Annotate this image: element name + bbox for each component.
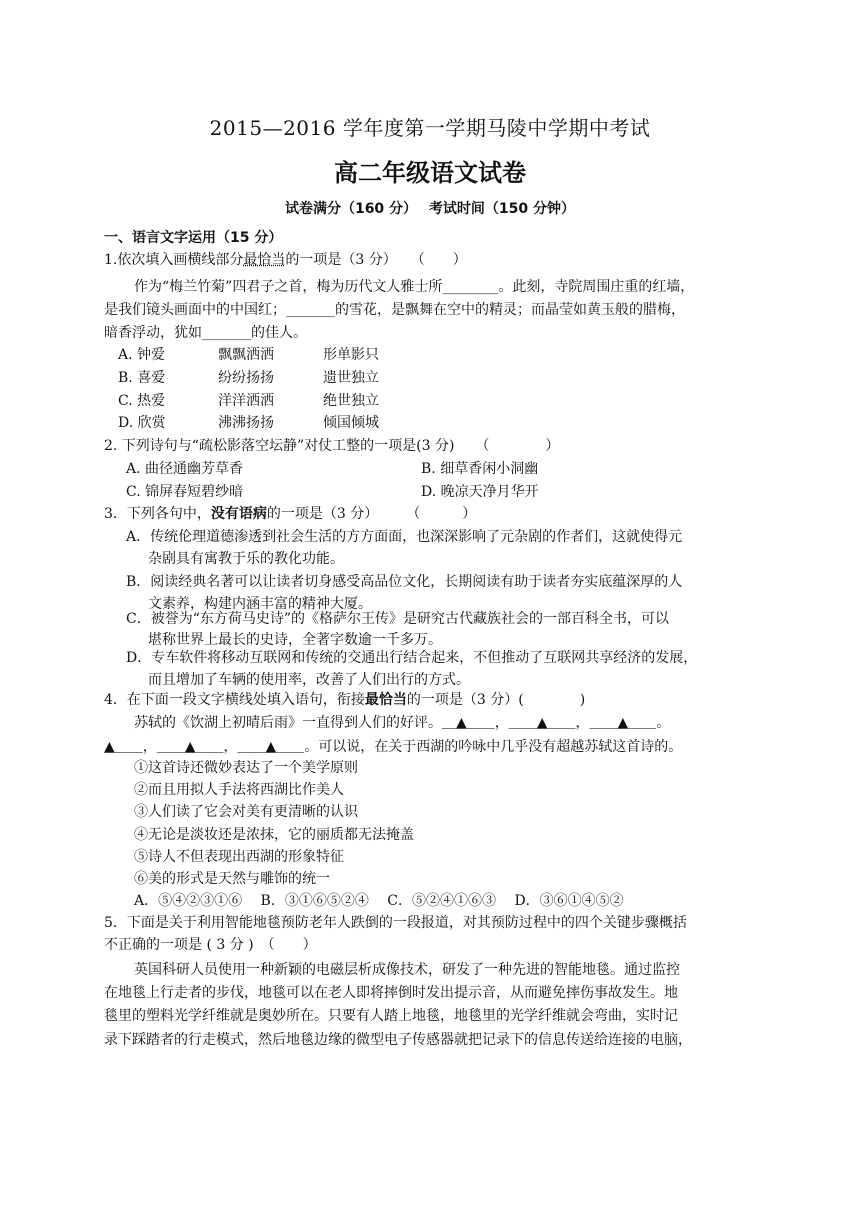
q3-option-c-line: C．被誉为“东方荷马史诗”的《格萨尔王传》是研究古代藏族社会的一部百科全书，可以 xyxy=(126,611,670,627)
q3-option-d-line: D．专车软件将移动互联网和传统的交通出行结合起来，不但推动了互联网共享经济的发展， xyxy=(126,650,698,666)
section-title: 一、语言文字运用（15 分） xyxy=(104,230,283,246)
q2-option-a: A. 曲径通幽芳草香 xyxy=(126,461,244,477)
q2-option-c: C. 锦屏春短碧纱暗 xyxy=(126,484,244,500)
q1-option-d: D. 欣赏 xyxy=(118,415,166,431)
q4-item: ④无论是淡妆还是浓抹，它的丽质都无法掩盖 xyxy=(134,827,414,843)
question-4-stem xyxy=(104,690,585,710)
question-5-stem: 不正确的一项是 ( 3 分 ) （ ） xyxy=(104,937,317,953)
q3-option-d-line: 而且增加了车辆的使用率，改善了人们出行的方式。 xyxy=(148,672,470,688)
q1-stem-suffix: 的一项是（3 分） （ ） xyxy=(285,252,467,268)
q2-option-d: D. 晚凉天净月华开 xyxy=(421,484,539,500)
q1-option-a xyxy=(118,345,165,365)
q5-passage-line: 英国科研人员使用一种新颖的电磁层析成像技术，研发了一种先进的智能地毯。通过监控 xyxy=(134,962,680,978)
q1-option-b-word1: 纷纷扬扬 xyxy=(218,370,274,386)
q3-option-a-line: 杂剧具有寓教于乐的教化功能。 xyxy=(148,551,344,567)
q4-stem-suffix: 的一项是（3 分）( ) xyxy=(406,692,586,708)
q4-item: ②而且用拟人手法将西湖比作美人 xyxy=(134,782,344,798)
q1-option-a-word2: 形单影只 xyxy=(323,347,379,363)
q1-passage-line: 是我们镜头画面中的中国红；_______的雪花，是飘舞在空中的精灵；而晶莹如黄玉般的腊梅， xyxy=(104,302,685,318)
q1-option-d-word2: 倾国倾城 xyxy=(323,415,379,431)
q1-passage-line: 暗香浮动，犹如_______的佳人。 xyxy=(104,325,307,341)
q3-stem-suffix: 的一项是（3 分） （ ） xyxy=(266,506,477,522)
q4-item: ③人们读了它会对美有更清晰的认识 xyxy=(134,804,358,820)
q4-answer-options: A．⑤④②③①⑥ B．③①⑥⑤②④ C．⑤②④①⑥③ D．③⑥①④⑤② xyxy=(134,893,624,909)
q2-option-b: B. 细草香闲小洞幽 xyxy=(421,461,539,477)
q4-stem-emphasis: 最恰当 xyxy=(364,692,407,708)
q1-passage-line: 作为“梅兰竹菊”四君子之首，梅为历代文人雅士所________。此刻，寺院周围庄重的红墙， xyxy=(134,279,695,295)
q3-option-c-line: 堪称世界上最长的史诗，全著字数逾一千多万。 xyxy=(148,632,442,648)
q4-item: ⑤诗人不但表现出西湖的形象特征 xyxy=(134,849,344,865)
question-5-stem: 5．下面是关于利用智能地毯预防老年人跌倒的一段报道，对其预防过程中的四个关键步骤概括 xyxy=(104,915,687,931)
option-letter: A. 钟爱 xyxy=(118,347,166,363)
question-2-stem: 2. 下列诗句与“疏松影落空坛静”对仗工整的一项是(3 分) （ ） xyxy=(104,438,560,454)
q1-option-a-word1: 飘飘洒洒 xyxy=(218,347,274,363)
question-1-stem xyxy=(104,250,467,270)
q1-option-c: C. 热爱 xyxy=(118,393,166,409)
exam-title: 2015—2016 学年度第一学期马陵中学期中考试 xyxy=(209,116,651,140)
q1-stem-prefix: 1.依次填入画横线部分 xyxy=(104,252,244,268)
q1-stem-emphasis: 最恰当 xyxy=(243,252,286,268)
q1-option-b-word2: 遗世独立 xyxy=(323,370,379,386)
paper-title: 高二年级语文试卷 xyxy=(334,159,526,187)
q4-item: ①这首诗还微妙表达了一个美学原则 xyxy=(134,760,358,776)
q5-passage-line: 在地毯上行走者的步伐，地毯可以在老人即将摔倒时发出提示音，从而避免摔伤事故发生。地 xyxy=(104,985,678,1001)
question-3-stem xyxy=(104,504,476,524)
q4-item: ⑥美的形式是天然与雕饰的统一 xyxy=(134,871,330,887)
q4-stem-prefix: 4．在下面一段文字横线处填入语句，衔接 xyxy=(104,692,365,708)
q1-option-c-word2: 绝世独立 xyxy=(323,393,379,409)
q5-passage-line: 毯里的塑料光学纤维就是奥妙所在。只要有人踏上地毯，地毯里的光学纤维就会弯曲，实时记 xyxy=(104,1008,678,1024)
q1-option-d-word1: 沸沸扬扬 xyxy=(218,415,274,431)
q5-passage-line: 录下踩踏者的行走模式，然后地毯边缘的微型电子传感器就把记录下的信息传送给连接的电脑， xyxy=(104,1032,692,1048)
q4-passage-line: 苏轼的《饮湖上初晴后雨》一直得到人们的好评。＿▲＿＿，＿＿▲＿＿，＿＿▲＿＿。 xyxy=(134,715,671,731)
q1-option-b: B. 喜爱 xyxy=(118,370,166,386)
q3-option-b-line: 文素养，构建内涵丰富的精神大厦。 xyxy=(148,596,372,612)
q3-stem-prefix: 3．下列各句中， xyxy=(104,506,211,522)
q1-option-c-word1: 洋洋洒洒 xyxy=(218,393,274,409)
q3-option-a-line: A．传统伦理道德渗透到社会生活的方方面面，也深深影响了元杂剧的作者们，这就使得元 xyxy=(126,529,683,545)
q3-option-b-line: B．阅读经典名著可以让读者切身感受高品位文化，长期阅读有助于读者夯实底蕴深厚的人 xyxy=(126,574,683,590)
exam-meta: 试卷满分（160 分） 考试时间（150 分钟） xyxy=(284,201,576,217)
q4-passage-line: ▲＿＿，＿＿▲＿＿，＿＿▲＿＿。可以说，在关于西湖的吟咏中几乎没有超越苏轼这首诗的。 xyxy=(104,739,683,755)
q3-stem-emphasis: 没有语病 xyxy=(210,506,267,522)
